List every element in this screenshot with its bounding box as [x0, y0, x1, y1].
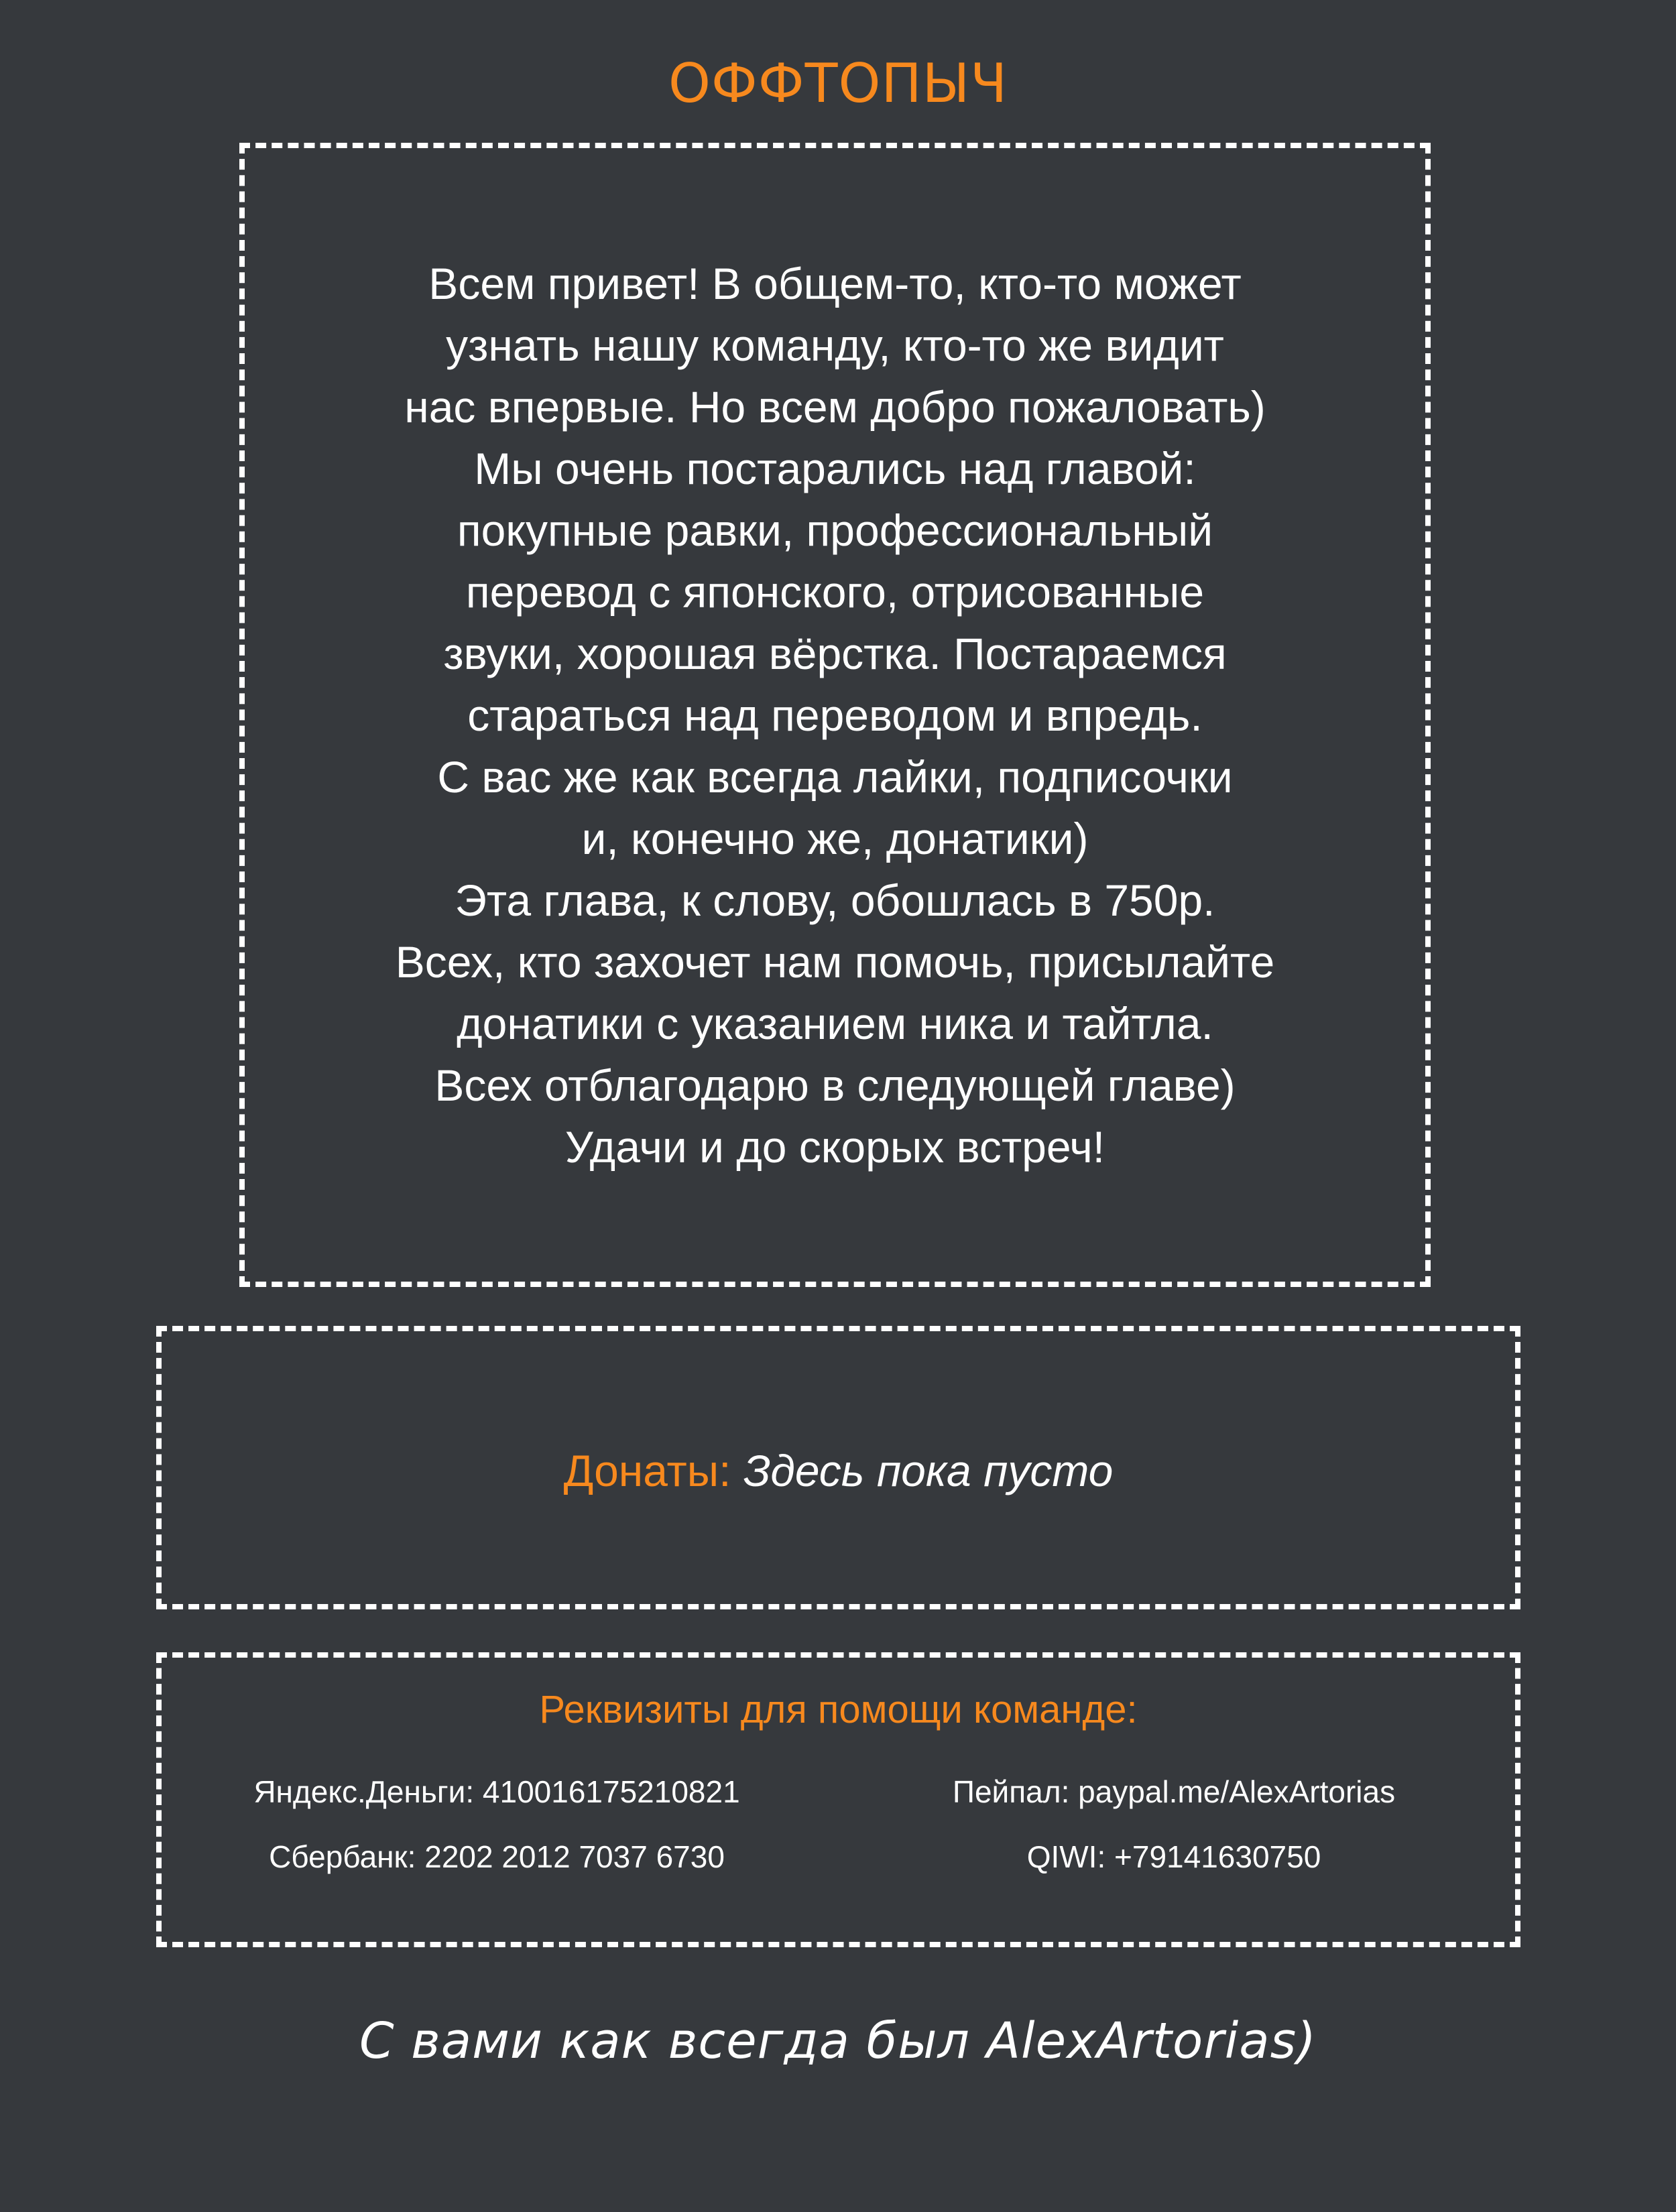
message-line: узнать нашу команду, кто-то же видит	[446, 320, 1224, 370]
signature: С вами как всегда был AlexArtorias)	[359, 2012, 1317, 2070]
message-line: С вас же как всегда лайки, подписочки	[437, 751, 1233, 802]
requisite-qiwi: QIWI: +79141630750	[1026, 1839, 1321, 1874]
message-line: и, конечно же, донатики)	[581, 813, 1089, 863]
message-line: донатики с указанием ника и тайтла.	[457, 998, 1213, 1048]
donations-value: Здесь пока пусто	[743, 1445, 1114, 1495]
message-line: Всех отблагодарю в следующей главе)	[434, 1060, 1236, 1110]
requisites-box	[156, 1652, 1520, 1947]
requisite-sberbank: Сбербанк: 2202 2012 7037 6730	[269, 1839, 725, 1874]
donations-line	[564, 1440, 1114, 1501]
message-line: стараться над переводом и впредь.	[467, 690, 1203, 740]
message-line: перевод с японского, отрисованные	[465, 566, 1205, 617]
donations-box	[156, 1326, 1520, 1609]
requisite-yandex-money: Яндекс.Деньги: 410016175210821	[253, 1774, 740, 1809]
message-line: Удачи и до скорых встреч!	[564, 1121, 1105, 1172]
message-line: Мы очень постарались над главой:	[474, 443, 1196, 493]
requisite-paypal: Пейпал: paypal.me/AlexArtorias	[952, 1774, 1396, 1809]
message-box	[239, 143, 1431, 1287]
message-line: нас впервые. Но всем добро пожаловать)	[404, 381, 1266, 432]
requisites-title: Реквизиты для помощи команде:	[539, 1688, 1138, 1731]
page-title: ОФФТОПЫЧ	[668, 52, 1008, 115]
message-line: покупные равки, профессиональный	[457, 505, 1213, 555]
donations-label: Донаты:	[563, 1445, 731, 1495]
message-text	[265, 253, 1405, 1178]
message-line: Всем привет! В общем-то, кто-то может	[428, 258, 1242, 308]
message-line: звуки, хорошая вёрстка. Постараемся	[443, 628, 1227, 678]
message-line: Всех, кто захочет нам помочь, присылайте	[395, 936, 1275, 987]
message-line: Эта глава, к слову, обошлась в 750р.	[455, 875, 1215, 925]
